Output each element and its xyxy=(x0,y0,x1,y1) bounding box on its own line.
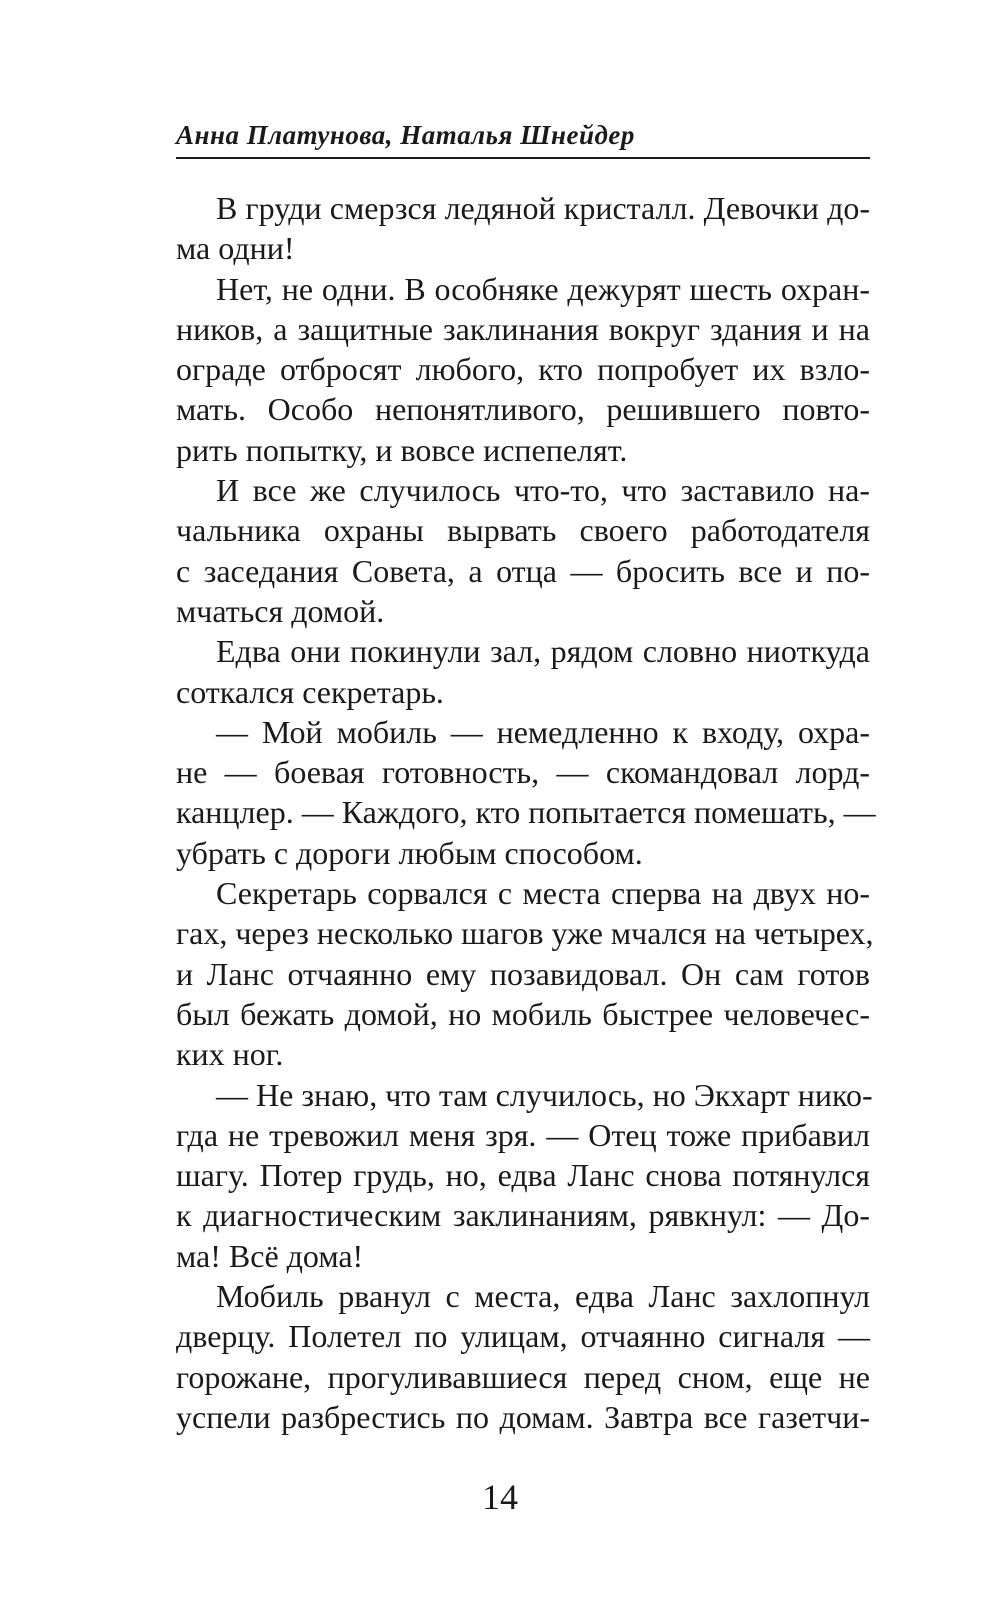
text-line: дверцу. Полетел по улицам, отчаянно сигналя — xyxy=(176,1318,870,1355)
text-line: к диагностическим заклинаниям, рявкнул: — До- xyxy=(176,1197,870,1234)
paragraph xyxy=(176,1276,870,1437)
text-line: успели разбрестись по домам. Завтра все газетчи- xyxy=(176,1398,870,1435)
text-line: Мобиль рванул с места, едва Ланс захлопнул xyxy=(216,1278,870,1315)
text-line: с заседания Совета, а отца — бросить все и по- xyxy=(176,552,870,589)
page-number: 14 xyxy=(482,1477,518,1517)
text-line: горожане, прогуливавшиеся перед сном, еще не xyxy=(176,1358,870,1395)
paragraph xyxy=(176,269,870,470)
paragraph xyxy=(176,1075,873,1276)
text-line: рить попытку, и вовсе испепелят. xyxy=(176,431,628,468)
text-line: ограде отбросят любого, кто попробует их взло- xyxy=(176,351,870,388)
text-line: чальника охраны вырвать своего работодателя xyxy=(176,512,870,549)
text-line: мчаться домой. xyxy=(176,592,385,629)
paragraph xyxy=(176,470,870,631)
text-line: ких ног. xyxy=(176,1036,284,1073)
text-line: ма одни! xyxy=(176,230,295,267)
text-line: гда не тревожил меня зря. — Отец тоже прибавил xyxy=(176,1116,870,1153)
body-text xyxy=(176,188,876,1437)
text-line: гах, через несколько шагов уже мчался на четырех, xyxy=(176,915,874,952)
text-line: шагу. Потер грудь, но, едва Ланс снова потянулся xyxy=(176,1157,870,1194)
text-line: был бежать домой, но мобиль быстрее человечес- xyxy=(176,995,870,1032)
text-line: ников, а защитные заклинания вокруг здания и на xyxy=(176,310,870,347)
text-line: убрать с дороги любым способом. xyxy=(176,834,643,871)
text-line: В груди смерзся ледяной кристалл. Девочки до- xyxy=(216,190,870,226)
running-header: Анна Платунова, Наталья Шнейдер xyxy=(176,120,635,150)
paragraph xyxy=(176,631,870,712)
text-line: И все же случилось что-то, что заставило на- xyxy=(216,472,870,509)
paragraph xyxy=(176,188,870,269)
text-line: мать. Особо непонятливого, решившего повто- xyxy=(176,391,870,428)
text-line: ма! Всё дома! xyxy=(176,1237,364,1274)
paragraph xyxy=(176,873,874,1074)
text-line: Секретарь сорвался с места сперва на двух но- xyxy=(216,875,870,912)
text-line: Едва они покинули зал, рядом словно ниоткуда xyxy=(216,633,870,670)
text-line: канцлер. — Каждого, кто попытается помешать, — xyxy=(176,794,876,831)
text-line: и Ланс отчаянно ему позавидовал. Он сам готов xyxy=(176,955,870,992)
paragraph xyxy=(176,712,876,873)
text-line: соткался секретарь. xyxy=(176,673,444,710)
text-line: Нет, не одни. В особняке дежурят шесть охран- xyxy=(216,270,870,307)
text-line: — Мой мобиль — немедленно к входу, охра- xyxy=(216,713,870,750)
text-line: — Не знаю, что там случилось, но Экхарт нико- xyxy=(216,1076,873,1113)
header-rule xyxy=(176,157,870,159)
text-line: не — боевая готовность, — скомандовал лорд- xyxy=(176,754,870,791)
